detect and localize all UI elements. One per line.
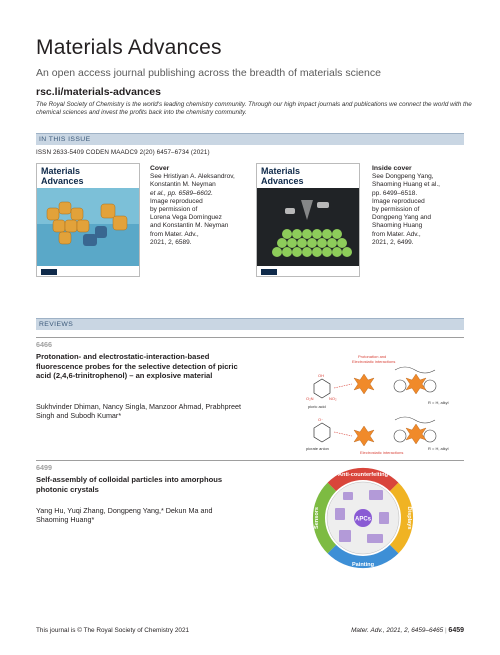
svg-text:O⁻: O⁻	[318, 417, 324, 422]
front-cover-label: Cover	[150, 165, 170, 172]
ring-label-painting: Painting	[351, 562, 375, 568]
journal-url-link[interactable]: rsc.li/materials-advances	[36, 86, 161, 98]
in-this-issue-heading: IN THIS ISSUE	[39, 136, 91, 143]
article-divider	[36, 460, 464, 461]
scheme-r-label-1: R = H, alkyl	[428, 400, 449, 405]
reviews-heading: REVIEWS	[39, 321, 74, 328]
scheme-r-label-2: R = H, alkyl	[428, 446, 449, 451]
scheme-picrate-anion-label: picrate anion	[306, 446, 329, 451]
front-cover-image[interactable]	[36, 163, 140, 277]
front-cover-caption: Cover See Hristiyan A. Aleksandrov, Konstantin M. Neyman et al., pp. 6589–6602. Image reproduced by permission of Lorena Vega Domínguez and Konstantin M. Neyman from Mater. Adv., 2021, 2, 6589.	[150, 165, 242, 247]
rsc-description: The Royal Society of Chemistry is the world's leading chemistry community. Through our high impact journals and publications we connect the world with the chemical sciences and invest the profits back into the chemistry community.	[36, 101, 472, 117]
ring-label-anti-counterfeiting: Anti-counterfeiting	[337, 472, 389, 478]
svg-text:NO₂: NO₂	[329, 396, 337, 401]
scheme-label-top2: Electrostatic interactions	[352, 359, 396, 364]
picric-acid-scheme-art	[300, 350, 464, 456]
in-this-issue-bar	[36, 133, 464, 145]
journal-title: Materials Advances	[36, 36, 222, 59]
footer-copyright: This journal is © The Royal Society of Chemistry 2021	[36, 627, 190, 634]
article-divider	[36, 337, 464, 338]
article-authors: Sukhvinder Dhiman, Nancy Singla, Manzoor Ahmad, Prabhpreet Singh and Subodh Kumar*	[36, 402, 241, 421]
article-authors: Yang Hu, Yuqi Zhang, Dongpeng Yang,* Dekun Ma and Shaoming Huang*	[36, 506, 213, 525]
footer-citation-text: Mater. Adv., 2021, 2, 6459–6465	[351, 627, 444, 634]
reviews-bar	[36, 318, 464, 330]
scheme-label-top: Protonation and	[358, 354, 387, 359]
issn-line: ISSN 2633-5409 CODEN MAADC9 2(20) 6457–6734 (2021)	[36, 149, 210, 156]
journal-tagline: An open access journal publishing across the breadth of materials science	[36, 67, 381, 79]
svg-text:OH: OH	[318, 373, 324, 378]
scheme-label-bottom: Electrostatic interactions	[360, 450, 404, 455]
inside-cover-label: Inside cover	[372, 165, 412, 172]
apc-center-label: APCs	[354, 516, 372, 523]
article-title[interactable]: Protonation- and electrostatic-interaction-based fluorescence probes for the selective detection of picric acid (2,4,6-trinitrophenol) – an explosive material	[36, 352, 238, 381]
picric-acid-graphic	[300, 350, 464, 456]
scheme-picric-acid-label: picric acid	[308, 404, 326, 409]
front-cover-mini-title: Materials Advances	[41, 166, 84, 186]
article-page-number: 6466	[36, 340, 52, 349]
svg-text:O₂N: O₂N	[306, 396, 314, 401]
article-page-number: 6499	[36, 463, 52, 472]
apc-ring-art	[311, 466, 415, 570]
article-title[interactable]: Self-assembly of colloidal particles into amorphous photonic crystals	[36, 475, 223, 494]
footer-citation: Mater. Adv., 2021, 2, 6459–6465 | 6459	[351, 627, 464, 634]
ring-label-displays: Displays	[406, 506, 412, 530]
footer-page-number: 6459	[448, 627, 464, 634]
inside-cover-image[interactable]	[256, 163, 360, 277]
ring-label-sensors: Sensors	[314, 506, 320, 530]
apc-applications-graphic	[311, 466, 415, 570]
inside-cover-mini-title: Materials Advances	[261, 166, 304, 186]
inside-cover-caption: Inside cover See Dongpeng Yang, Shaoming Huang et al., pp. 6499–6518. Image reproduced by permission of Dongpeng Yang and Shaoming Huang from Mater. Adv., 2021, 2, 6499.	[372, 165, 464, 247]
